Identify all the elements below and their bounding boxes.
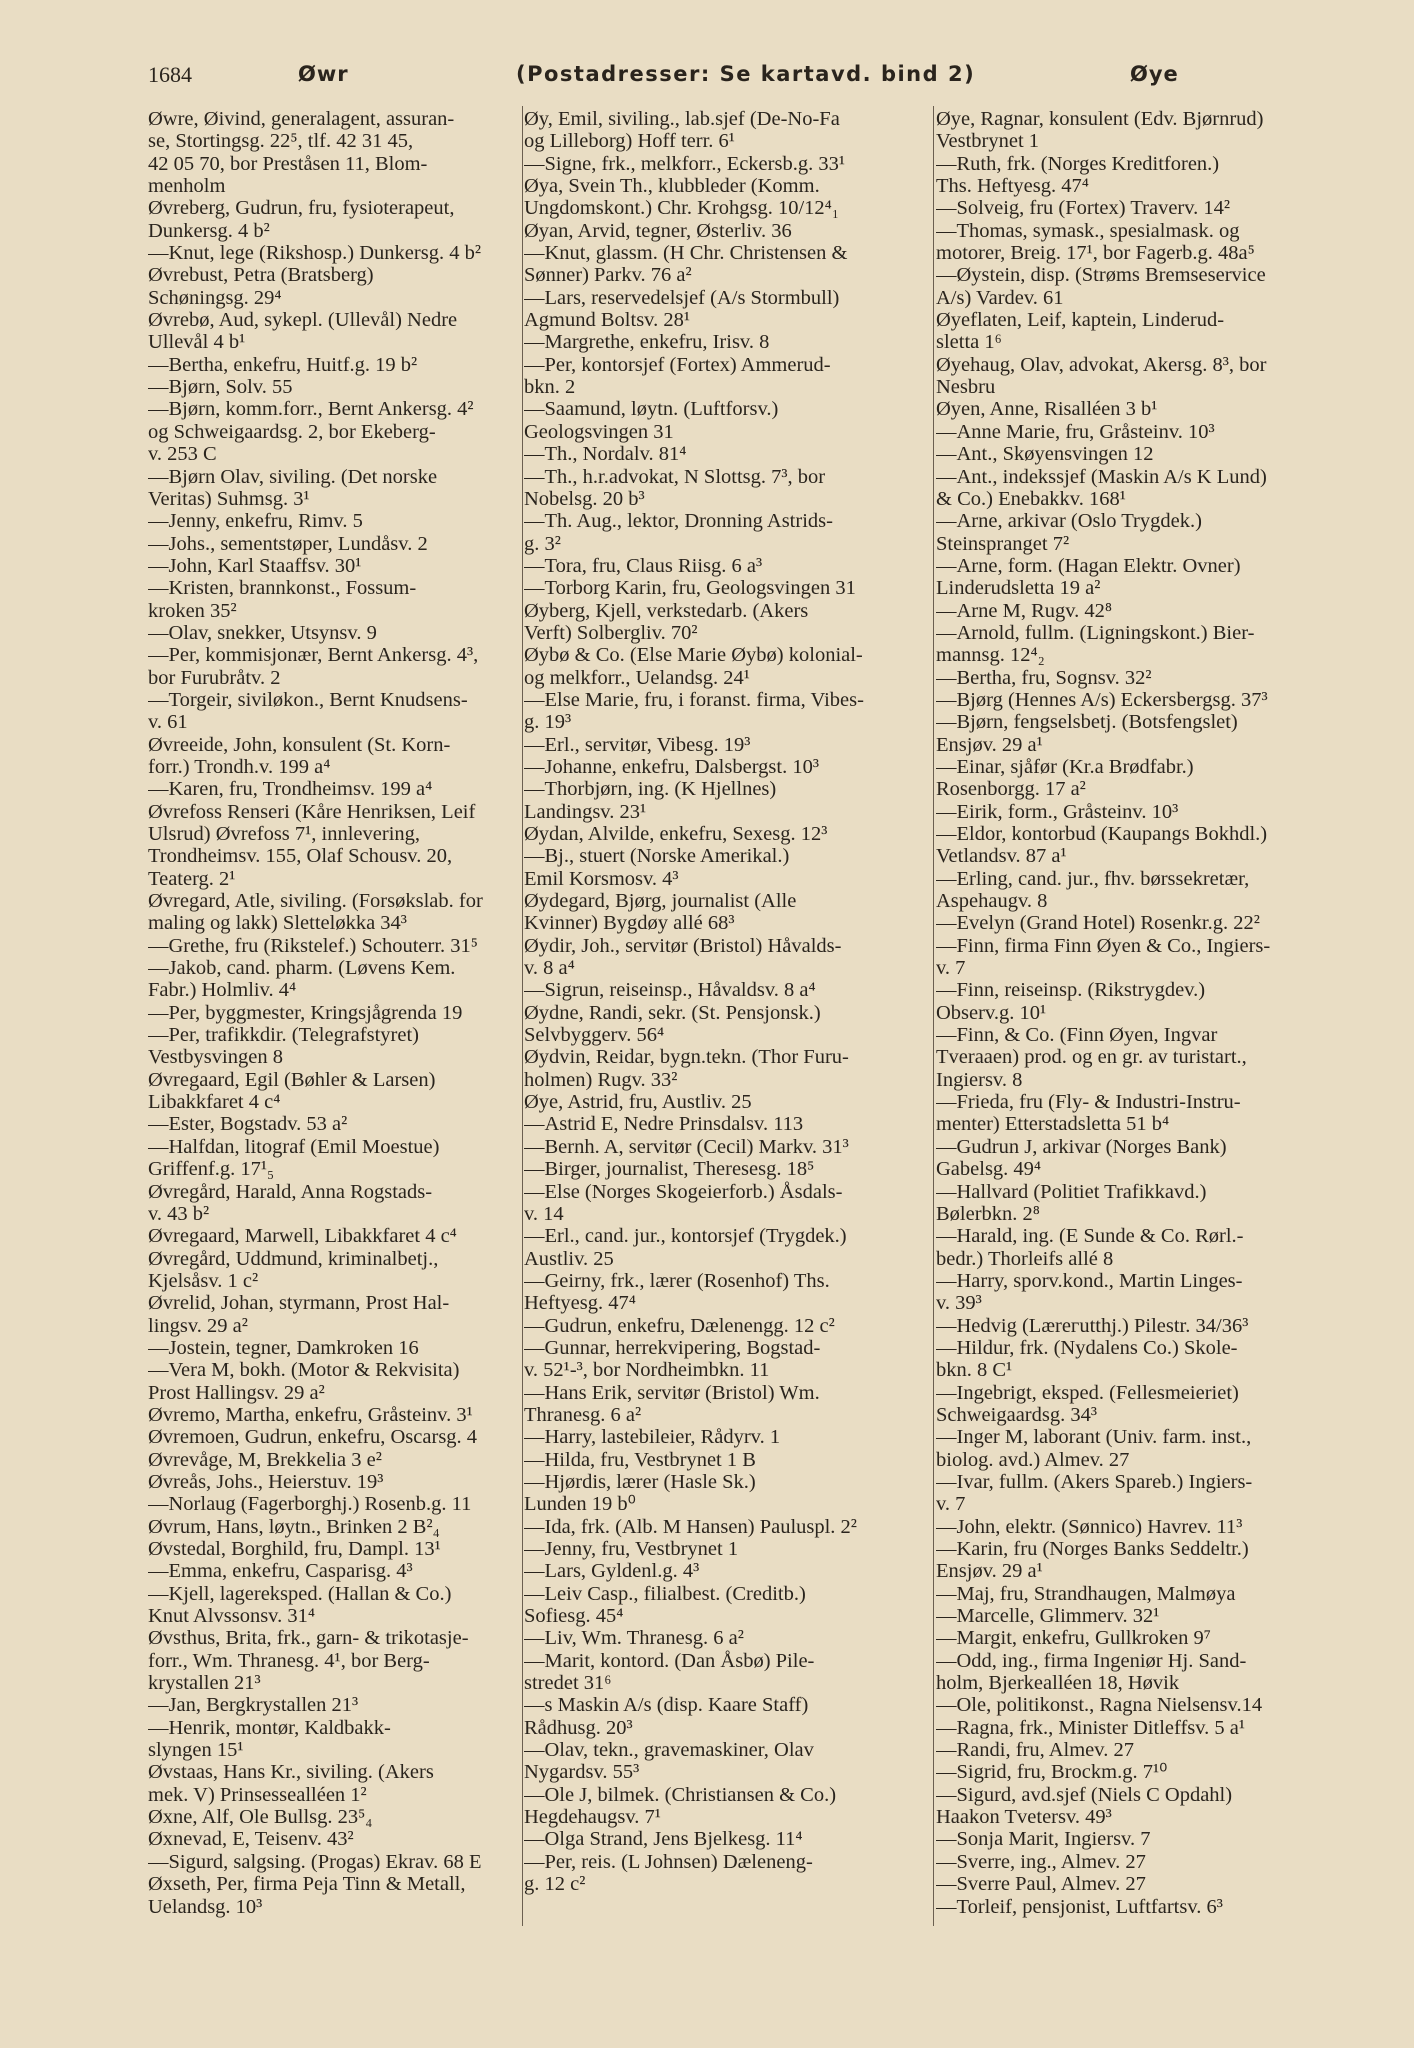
directory-entry-line: —Frieda, fru (Fly- & Industri-Instru- [936,1091,1241,1114]
directory-entry-line: Nesbru [936,376,996,399]
directory-entry-line: —Knut, glassm. (H Chr. Christensen & [524,242,848,265]
directory-entry-line: —Bjørn, fengselsbetj. (Botsfengslet) [936,711,1238,734]
directory-entry-line: forr.) Trondh.v. 199 a⁴ [148,755,331,778]
directory-entry-line: —Jan, Bergkrystallen 21³ [148,1694,359,1717]
directory-entry-line: —Hildur, frk. (Nydalens Co.) Skole- [936,1336,1238,1359]
directory-entry-line: Øvregård, Uddmund, kriminalbetj., [148,1247,439,1270]
directory-entry-line: Øvremoen, Gudrun, enkefru, Oscarsg. 4 [148,1426,478,1449]
directory-entry-line: —Solveig, fru (Fortex) Traverv. 14² [936,197,1231,220]
directory-entry-line: Øy, Emil, siviling., lab.sjef (De-No-Fa [524,108,840,130]
directory-entry-line: —Bjørn, Solv. 55 [148,376,293,399]
directory-entry-line: —Saamund, løytn. (Luftforsv.) [524,398,779,421]
directory-entry-line: —Olav, tekn., gravemaskiner, Olav [524,1739,814,1762]
directory-entry-line: 42 05 70, bor Preståsen 11, Blom- [148,152,428,175]
directory-entry-line: —Ida, frk. (Alb. M Hansen) Pauluspl. 2² [524,1515,857,1538]
directory-entry-line: g. 3² [524,532,561,555]
directory-entry-line: Uelandsg. 10³ [148,1895,263,1918]
directory-entry-line: —Th., Nordalv. 81⁴ [524,443,687,466]
directory-entry-line: Øvsthus, Brita, frk., garn- & trikotasje- [148,1627,469,1650]
directory-entry-line: Øyeflaten, Leif, kaptein, Linderud- [936,309,1225,332]
directory-column-1 [148,108,520,1918]
directory-entry-line: Lunden 19 b⁰ [524,1493,636,1516]
directory-entry-line: Knut Alvssonsv. 31⁴ [148,1605,315,1628]
left-guide-word: Øwr [298,62,349,86]
directory-entry-line: —Inger M, laborant (Univ. farm. inst., [936,1426,1252,1449]
directory-entry-line: —Bj., stuert (Norske Amerikal.) [524,845,790,868]
directory-entry-line: Prost Hallingsv. 29 a² [148,1381,325,1404]
directory-entry-line: & Co.) Enebakkv. 168¹ [936,487,1126,510]
directory-entry-line: Selvbyggerv. 56⁴ [524,1024,665,1047]
directory-entry-line: Øvreeide, John, konsulent (St. Korn- [148,733,451,756]
directory-entry-line: Emil Korsmosv. 4³ [524,867,679,890]
directory-entry-line: —Arnold, fullm. (Ligningskont.) Bier- [936,621,1255,644]
directory-entry-line: Fabr.) Holmliv. 4⁴ [148,979,297,1002]
directory-entry-line: —Per, kommisjonær, Bernt Ankersg. 4³, [148,644,479,667]
directory-entry-line: —Margrethe, enkefru, Irisv. 8 [524,331,770,354]
directory-column-2 [524,108,934,1896]
directory-entry-line: —Hedvig (Lærегutthj.) Pilestr. 34/36³ [936,1314,1249,1337]
directory-entry-line: —Jakob, cand. pharm. (Løvens Kem. [148,957,456,980]
directory-entry-line: —Ant., indekssjef (Maskin A/s K Lund) [936,465,1267,488]
directory-entry-line: —Randi, fru, Almev. 27 [936,1739,1134,1762]
directory-entry-line: —Johs., sementstøper, Lundåsv. 2 [148,532,428,555]
directory-entry-line: Øvregård, Harald, Anna Rogstads- [148,1180,433,1203]
directory-entry-line: —Arne, arkivar (Oslo Trygdek.) [936,510,1202,533]
directory-entry-line: Øvreås, Johs., Heierstuv. 19³ [148,1470,384,1493]
directory-entry-line: Vestbysvingen 8 [148,1046,283,1069]
directory-entry-line: —Maj, fru, Strandhaugen, Malmøya [936,1582,1236,1605]
directory-entry-line: Øvremo, Martha, enkefru, Gråsteinv. 3¹ [148,1403,473,1426]
directory-entry-line: Øvrebø, Aud, sykepl. (Ullevål) Nedre [148,309,458,332]
directory-entry-line: Øye, Astrid, fru, Austliv. 25 [524,1091,752,1114]
directory-entry-line: —Ingebrigt, eksped. (Fellesmeieriet) [936,1381,1239,1404]
directory-entry-line: Nygardsv. 55³ [524,1761,640,1784]
directory-entry-line: Øyan, Arvid, tegner, Østerliv. 36 [524,219,792,242]
directory-entry-line: —Bertha, fru, Sognsv. 32² [936,666,1152,689]
directory-entry-line: —Hallvard (Politiet Trafikkavd.) [936,1180,1207,1203]
directory-entry-line: —Thomas, symask., spesialmask. og [936,219,1240,242]
directory-entry-line: Observ.g. 10¹ [936,1001,1047,1024]
directory-entry-line: mek. V) Prinsessealléen 1² [148,1783,367,1806]
directory-entry-line: —Ivar, fullm. (Akers Spareb.) Ingiers- [936,1470,1253,1493]
directory-entry-line: —Jenny, enkefru, Rimv. 5 [148,510,363,533]
directory-entry-line: Øvregard, Atle, siviling. (Forsøkslab. for [148,890,483,913]
directory-entry-line: lingsv. 29 a² [148,1314,248,1337]
directory-entry-line: —Henrik, montør, Kaldbakk- [148,1716,391,1739]
directory-entry-line: Øvstaas, Hans Kr., siviling. (Akers [148,1761,434,1784]
directory-entry-line: —Gudrun, enkefru, Dælenengg. 12 c² [524,1314,835,1337]
directory-entry-line: —Bjørg (Hennes A/s) Eckersbergsg. 37³ [936,688,1268,711]
directory-entry-line: menholm [148,175,226,198]
directory-entry-line: Ullevål 4 b¹ [148,331,246,354]
directory-entry-line: Øvrebust, Petra (Bratsberg) [148,264,374,287]
directory-entry-line: —Emma, enkefru, Casparisg. 4³ [148,1560,413,1583]
directory-entry-line: menter) Etterstadsletta 51 b⁴ [936,1113,1170,1136]
directory-entry-line: —Liv, Wm. Thranesg. 6 a² [524,1627,744,1650]
directory-column-3 [936,108,1310,1918]
directory-entry-line: —Johanne, enkefru, Dalsbergst. 10³ [524,755,819,778]
directory-entry-line: biolog. avd.) Almev. 27 [936,1448,1130,1471]
directory-entry-line: —Sigurd, avd.sjef (Niels C Opdahl) [936,1783,1233,1806]
directory-entry-line: —Knut, lege (Rikshosp.) Dunkersg. 4 b² [148,242,481,265]
directory-entry-line: —Øystein, disp. (Strøms Bremseservice [936,264,1266,287]
directory-entry-line: Ungdomskont.) Chr. Krohgsg. 10/12⁴₁ [524,197,839,220]
directory-entry-line: —Eldor, kontorbud (Kaupangs Bokhdl.) [936,823,1268,845]
directory-entry-line: Ingiersv. 8 [936,1068,1023,1091]
directory-entry-line: Øvrelid, Johan, styrmann, Prost Hal- [148,1292,450,1315]
directory-entry-line: Verft) Solbergliv. 70² [524,621,698,644]
directory-entry-line: —Th. Aug., lektor, Dronning Astrids- [524,510,833,533]
directory-entry-line: —Hilda, fru, Vestbrynet 1 B [524,1448,756,1471]
directory-entry-line: —Signe, frk., melkforr., Eckersb.g. 33¹ [524,152,845,175]
directory-entry-line: —John, Karl Staaffsv. 30¹ [148,554,362,577]
directory-entry-line: holmen) Rugv. 33² [524,1068,678,1091]
directory-entry-line: Øybø & Co. (Else Marie Øybø) kolonial- [524,644,863,667]
directory-entry-line: —Th., h.r.advokat, N Slottsg. 7³, bor [524,465,826,488]
directory-entry-line: Øydan, Alvilde, enkefru, Sexesg. 12³ [524,823,828,845]
directory-entry-line: —Erl., cand. jur., kontorsjef (Trygdek.) [524,1225,847,1248]
directory-entry-line: holm, Bjerkealléen 18, Høvik [936,1672,1180,1695]
directory-entry-line: —Ragna, frk., Minister Ditleffsv. 5 a¹ [936,1716,1246,1739]
directory-entry-line: Schøningsg. 29⁴ [148,286,282,309]
directory-entry-line: Øxne, Alf, Ole Bullsg. 23⁵₄ [148,1806,373,1829]
directory-entry-line: Ensjøv. 29 a¹ [936,733,1043,756]
directory-entry-line: —Erl., servitør, Vibesg. 19³ [524,733,751,756]
directory-entry-line: Aspehaugv. 8 [936,890,1048,913]
directory-entry-line: —Vera M, bokh. (Motor & Rekvisita) [148,1359,460,1382]
directory-entry-line: mannsg. 12⁴₂ [936,644,1045,667]
directory-entry-line: —Einar, sjåfør (Kr.a Brødfabr.) [936,755,1194,778]
directory-entry-line: —Else Marie, fru, i foranst. firma, Vibes- [524,688,864,711]
directory-entry-line: v. 7 [936,957,966,980]
directory-entry-line: —Torgeir, siviløkon., Bernt Knudsens- [148,688,468,711]
directory-entry-line: Veritas) Suhmsg. 3¹ [148,487,310,510]
directory-entry-line: —Ruth, frk. (Norges Kreditforen.) [936,152,1220,175]
directory-entry-line: v. 43 b² [148,1202,210,1225]
directory-entry-line: —Gunnar, herrekvipering, Bogstad- [524,1336,821,1359]
directory-entry-line: Øwre, Øivind, generalagent, assuran- [148,108,455,130]
directory-entry-line: Nobelsg. 20 b³ [524,487,645,510]
directory-entry-line: —Hans Erik, servitør (Bristol) Wm. [524,1381,820,1404]
directory-entry-line: forr., Wm. Thranesg. 4¹, bor Berg- [148,1649,430,1672]
directory-entry-line: —Tora, fru, Claus Riisg. 6 a³ [524,554,763,577]
directory-entry-line: —Thorbjørn, ing. (K Hjellnes) [524,778,777,801]
directory-entry-line: Rådhusg. 20³ [524,1716,633,1739]
directory-entry-line: Ensjøv. 29 a¹ [936,1560,1043,1583]
directory-entry-line: Øydvin, Reidar, bygn.tekn. (Thor Furu- [524,1046,849,1069]
directory-entry-line: v. 52¹-³, bor Nordheimbkn. 11 [524,1359,770,1382]
directory-entry-line: —Hjørdis, lærer (Hasle Sk.) [524,1470,756,1493]
directory-entry-line: v. 39³ [936,1292,982,1315]
directory-entry-line: —Marit, kontord. (Dan Åsbø) Pile- [524,1649,815,1672]
directory-entry-line: Øyehaug, Olav, advokat, Akersg. 8³, bor [936,353,1267,376]
directory-entry-line: Øydegard, Bjørg, journalist (Alle [524,890,797,913]
directory-entry-line: —Per, kontorsjef (Fortex) Ammerud- [524,353,831,376]
directory-entry-line: Øyen, Anne, Risalléen 3 b¹ [936,398,1158,421]
directory-entry-line: Øvrum, Hans, løytn., Brinken 2 B²₄ [148,1515,440,1538]
directory-entry-line: —Ole J, bilmek. (Christiansen & Co.) [524,1783,837,1806]
directory-entry-line: —Per, reis. (L Johnsen) Dæleneng- [524,1850,813,1873]
directory-entry-line: g. 12 c² [524,1873,586,1896]
directory-entry-line: og Lilleborg) Hoff terr. 6¹ [524,130,735,153]
directory-entry-line: v. 14 [524,1202,564,1225]
directory-entry-line: Agmund Boltsv. 28¹ [524,309,690,332]
directory-entry-line: Steinspranget 7² [936,532,1070,555]
directory-entry-line: —Bjørn, komm.forr., Bernt Ankersg. 4² [148,398,474,421]
directory-entry-line: Øvregaard, Egil (Bøhler & Larsen) [148,1068,436,1091]
directory-entry-line: Geologsvingen 31 [524,420,674,443]
directory-entry-line: Øvstedal, Borghild, fru, Dampl. 13¹ [148,1538,441,1560]
directory-entry-line: krystallen 21³ [148,1672,261,1695]
directory-entry-line: —Else (Norges Skogeierforb.) Åsdals- [524,1180,843,1203]
directory-entry-line: —Grethe, fru (Rikstelef.) Schouterr. 31⁵ [148,934,478,957]
directory-entry-line: —Norlaug (Fagerborghj.) Rosenb.g. 11 [148,1493,472,1516]
directory-entry-line: —Ant., Skøyensvingen 12 [936,443,1154,466]
directory-entry-line: —Lars, reservedelsjef (A/s Stormbull) [524,286,840,309]
directory-entry-line: Libakkfaret 4 c⁴ [148,1091,281,1114]
column-divider [522,106,523,1926]
directory-entry-line: Linderudsletta 19 a² [936,577,1101,600]
directory-entry-line: —Marcelle, Glimmerv. 32¹ [936,1605,1160,1628]
directory-entry-line: Øydne, Randi, sekr. (St. Pensjonsk.) [524,1001,821,1024]
directory-entry-line: kroken 35² [148,599,237,622]
directory-entry-line: —Per, trafikkdir. (Telegrafstyret) [148,1024,419,1047]
directory-entry-line: Øydir, Joh., servitør (Bristol) Håvalds- [524,934,842,957]
directory-entry-line: Schweigaardsg. 34³ [936,1403,1097,1426]
directory-entry-line: Austliv. 25 [524,1247,614,1270]
directory-entry-line: bkn. 2 [524,376,576,399]
directory-entry-line: —Karin, fru (Norges Banks Seddeltr.) [936,1538,1249,1560]
directory-entry-line: —Sigrun, reiseinsp., Håvaldsv. 8 a⁴ [524,979,816,1002]
directory-entry-line: v. 8 a⁴ [524,957,575,980]
directory-entry-line: og melkforr., Uelandsg. 24¹ [524,666,750,689]
directory-entry-line: —Kjell, lagereksped. (Hallan & Co.) [148,1582,452,1605]
directory-entry-line: Øxseth, Per, firma Peja Tinn & Metall, [148,1873,466,1896]
directory-entry-line: —Finn, reiseinsp. (Rikstrygdev.) [936,979,1206,1002]
directory-entry-line: —Geirny, frk., lærer (Rosenhof) Ths. [524,1269,830,1292]
directory-entry-line: Øvrefoss Renseri (Kåre Henriksen, Leif [148,800,476,823]
directory-entry-line: bor Furubråtv. 2 [148,666,281,689]
directory-entry-line: Landingsv. 23¹ [524,800,647,823]
directory-entry-line: —Eirik, form., Gråsteinv. 10³ [936,800,1179,823]
directory-entry-line: —Sonja Marit, Ingiersv. 7 [936,1828,1151,1851]
directory-entry-line: og Schweigaardsg. 2, bor Ekeberg- [148,420,436,443]
directory-entry-line: Sofiesg. 45⁴ [524,1605,624,1628]
directory-entry-line: —Lars, Gyldenl.g. 4³ [524,1560,700,1583]
directory-entry-line: maling og lakk) Sletteløkka 34³ [148,912,407,935]
directory-entry-line: —Leiv Casp., filialbest. (Creditb.) [524,1582,806,1605]
directory-entry-line: Øxnevad, E, Teisenv. 43² [148,1828,354,1851]
directory-entry-line: v. 7 [936,1493,966,1516]
directory-entry-line: Thranesg. 6 a² [524,1403,642,1426]
directory-entry-line: Øyberg, Kjell, verkstedarb. (Akers [524,599,809,622]
directory-entry-line: stredet 31⁶ [524,1672,612,1695]
directory-entry-line: —Kristen, brannkonst., Fossum- [148,577,417,600]
directory-entry-line: Ulsrud) Øvrefoss 7¹, innlevering, [148,823,421,845]
directory-entry-line: Bølerbkn. 2⁸ [936,1202,1040,1225]
page-number: 1684 [148,62,192,87]
directory-entry-line: —Finn, & Co. (Finn Øyen, Ingvar [936,1024,1218,1047]
directory-entry-line: A/s) Vardev. 61 [936,286,1064,309]
directory-entry-line: Ths. Heftyesg. 47⁴ [936,175,1089,198]
directory-entry-line: Øye, Ragnar, konsulent (Edv. Bjørnrud) [936,108,1264,130]
directory-entry-line: —Bernh. A, servitør (Cecil) Markv. 31³ [524,1135,849,1158]
right-guide-word: Øye [1130,62,1179,86]
directory-entry-line: v. 253 C [148,443,217,466]
directory-entry-line: —Birger, journalist, Theresesg. 18⁵ [524,1158,815,1181]
directory-entry-line: —Arne, form. (Hagan Elektr. Ovner) [936,554,1241,577]
directory-entry-line: Sønner) Parkv. 76 a² [524,264,692,287]
directory-entry-line: Gabelsg. 49⁴ [936,1158,1042,1181]
directory-entry-line: bedr.) Thorleifs allé 8 [936,1247,1114,1270]
directory-entry-line: —Finn, firma Finn Øyen & Co., Ingiers- [936,934,1271,957]
directory-entry-line: —Arne M, Rugv. 42⁸ [936,599,1113,622]
directory-entry-line: —Evelyn (Grand Hotel) Rosenkr.g. 22² [936,912,1260,935]
directory-entry-line: se, Stortingsg. 22⁵, tlf. 42 31 45, [148,130,414,153]
directory-entry-line: Vestbrynet 1 [936,130,1040,153]
directory-entry-line: —Margit, enkefru, Gullkroken 9⁷ [936,1627,1211,1650]
directory-entry-line: bkn. 8 C¹ [936,1359,1013,1382]
directory-entry-line: Griffenf.g. 17¹₅ [148,1158,275,1181]
directory-entry-line: —Sigurd, salgsing. (Progas) Ekrav. 68 E [148,1850,482,1873]
directory-entry-line: Kjelsåsv. 1 c² [148,1269,259,1292]
directory-entry-line: Trondheimsv. 155, Olaf Schousv. 20, [148,845,453,868]
directory-entry-line: —Jenny, fru, Vestbrynet 1 [524,1538,739,1560]
directory-entry-line: —Harry, lastebileier, Rådyrv. 1 [524,1426,781,1449]
directory-entry-line: Tveraaen) prod. og en gr. av turistart., [936,1046,1247,1069]
directory-entry-line: —Bjørn Olav, siviling. (Det norske [148,465,438,488]
directory-entry-line: —Ester, Bogstadv. 53 a² [148,1113,348,1136]
directory-entry-line: g. 19³ [524,711,572,734]
directory-entry-line: Hegdehaugsv. 7¹ [524,1806,661,1829]
directory-entry-line: sletta 1⁶ [936,331,1002,354]
directory-entry-line: —Karen, fru, Trondheimsv. 199 a⁴ [148,778,433,801]
directory-entry-line: —Gudrun J, arkivar (Norges Bank) [936,1135,1227,1158]
directory-entry-line: —Ole, politikonst., Ragna Nielsensv.14 [936,1694,1263,1717]
directory-entry-line: Øvreberg, Gudrun, fru, fysioterapeut, [148,197,455,220]
directory-entry-line: —s Maskin A/s (disp. Kaare Staff) [524,1694,809,1717]
directory-entry-line: Dunkersg. 4 b² [148,219,270,242]
directory-entry-line: v. 61 [148,711,188,734]
directory-entry-line: —Per, byggmester, Kringsjågrenda 19 [148,1001,463,1024]
directory-entry-line: Øya, Svein Th., klubbleder (Komm. [524,175,820,198]
directory-entry-line: Rosenborgg. 17 a² [936,778,1086,801]
directory-entry-line: —Sverre Paul, Almev. 27 [936,1873,1146,1896]
directory-entry-line: —Olav, snekker, Utsynsv. 9 [148,621,377,644]
directory-entry-line: —Torborg Karin, fru, Geologsvingen 31 [524,577,856,600]
directory-entry-line: Øvregaard, Marwell, Libakkfaret 4 c⁴ [148,1225,457,1248]
directory-entry-line: —Anne Marie, fru, Gråsteinv. 10³ [936,420,1215,443]
directory-entry-line: —John, elektr. (Sønnico) Havrev. 11³ [936,1515,1243,1538]
directory-entry-line: Øvrevåge, M, Brekkelia 3 e² [148,1448,382,1471]
directory-entry-line: Teaterg. 2¹ [148,867,236,890]
directory-entry-line: —Bertha, enkefru, Huitf.g. 19 b² [148,353,418,376]
directory-entry-line: slyngen 15¹ [148,1739,244,1762]
directory-entry-line: —Harry, sporv.kond., Martin Linges- [936,1269,1243,1292]
directory-entry-line: Kvinner) Bygdøy allé 68³ [524,912,735,935]
directory-entry-line: —Harald, ing. (E Sunde & Co. Rørl.- [936,1225,1244,1248]
directory-entry-line: Haakon Tvetersv. 49³ [936,1806,1112,1829]
directory-entry-line: —Jostein, tegner, Damkroken 16 [148,1336,419,1359]
directory-entry-line: —Sigrid, fru, Brockm.g. 7¹⁰ [936,1761,1168,1784]
page-header [148,62,1198,102]
directory-entry-line: —Torleif, pensjonist, Luftfartsv. 6³ [936,1895,1223,1918]
directory-entry-line: —Sverre, ing., Almev. 27 [936,1850,1146,1873]
directory-entry-line: Vetlandsv. 87 a¹ [936,845,1067,868]
directory-entry-line: Heftyesg. 47⁴ [524,1292,636,1315]
directory-entry-line: —Astrid E, Nedre Prinsdalsv. 113 [524,1113,804,1136]
directory-entry-line: —Olga Strand, Jens Bjelkesg. 11⁴ [524,1828,803,1851]
directory-entry-line: motorer, Breig. 17¹, bor Fagerb.g. 48a⁵ [936,242,1255,265]
directory-entry-line: —Erling, cand. jur., fhv. børssekretær, [936,867,1250,890]
directory-entry-line: —Odd, ing., firma Ingeniør Hj. Sand- [936,1649,1247,1672]
directory-entry-line: —Halfdan, litograf (Emil Moestue) [148,1135,440,1158]
postal-address-note: (Postadresser: Se kartavd. bind 2) [516,62,976,86]
